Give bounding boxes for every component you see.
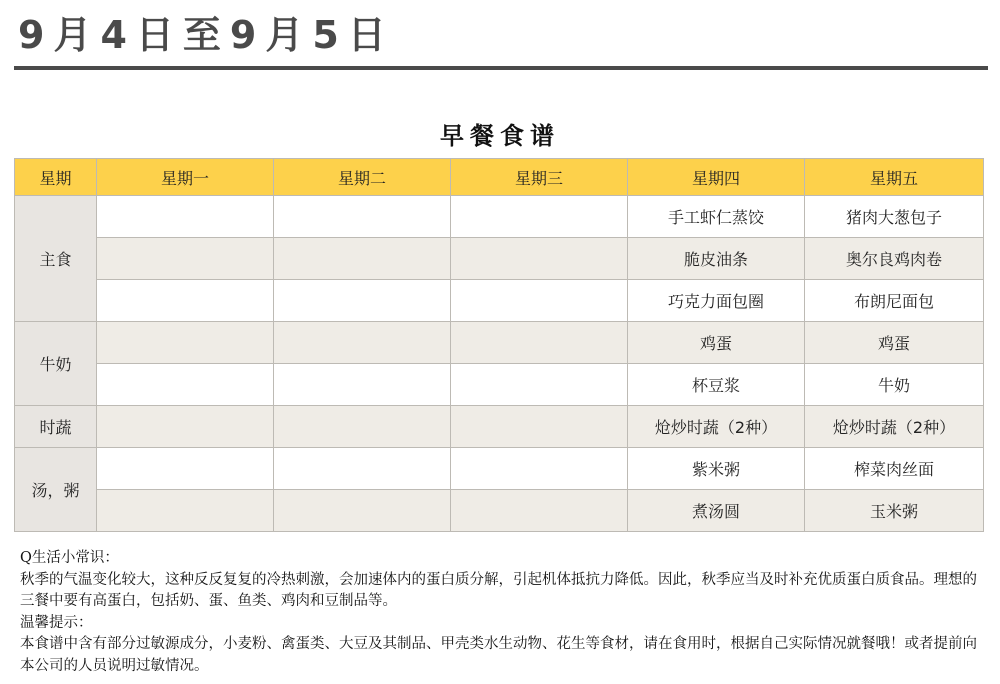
table-row — [15, 196, 984, 238]
table-row — [15, 238, 984, 280]
menu-cell — [97, 322, 274, 364]
menu-title: 早餐食谱 — [440, 121, 560, 150]
menu-cell: 炝炒时蔬（2种） — [628, 406, 805, 448]
title-divider — [14, 66, 988, 70]
menu-cell: 脆皮油条 — [628, 238, 805, 280]
menu-cell: 手工虾仁蒸饺 — [628, 196, 805, 238]
menu-cell — [274, 490, 451, 532]
menu-cell — [451, 238, 628, 280]
menu-cell: 鸡蛋 — [805, 322, 984, 364]
date-range-title: 9月4日至9月5日 — [18, 13, 395, 57]
menu-cell — [274, 448, 451, 490]
table-row — [15, 280, 984, 322]
menu-cell: 布朗尼面包 — [805, 280, 984, 322]
notes-section — [20, 548, 985, 677]
menu-cell — [451, 490, 628, 532]
menu-cell: 杯豆浆 — [628, 364, 805, 406]
category-soup-porridge: 汤，粥 — [15, 448, 97, 532]
menu-cell — [451, 364, 628, 406]
category-milk: 牛奶 — [15, 322, 97, 406]
menu-cell — [274, 322, 451, 364]
menu-cell: 鸡蛋 — [628, 322, 805, 364]
menu-cell — [97, 406, 274, 448]
column-header-thursday: 星期四 — [628, 159, 805, 196]
reminder-text: 本食谱中含有部分过敏源成分，小麦粉、禽蛋类、大豆及其制品、甲壳类水生动物、花生等食材，请在食用时，根据自己实际情况就餐哦！或者提前向本公司的人员说明过敏情况。 — [20, 636, 977, 674]
menu-cell: 奥尔良鸡肉卷 — [805, 238, 984, 280]
reminder-heading: 温馨提示： — [20, 614, 93, 631]
menu-cell — [97, 364, 274, 406]
column-header-weekday: 星期 — [15, 159, 97, 196]
menu-cell — [274, 406, 451, 448]
menu-cell — [97, 280, 274, 322]
menu-cell — [97, 448, 274, 490]
menu-cell — [451, 280, 628, 322]
table-row — [15, 448, 984, 490]
menu-cell — [97, 490, 274, 532]
menu-cell — [97, 196, 274, 238]
column-header-wednesday: 星期三 — [451, 159, 628, 196]
menu-cell — [274, 238, 451, 280]
category-staple: 主食 — [15, 196, 97, 322]
menu-cell: 巧克力面包圈 — [628, 280, 805, 322]
menu-cell: 紫米粥 — [628, 448, 805, 490]
table-row — [15, 490, 984, 532]
menu-cell: 玉米粥 — [805, 490, 984, 532]
menu-cell: 榨菜肉丝面 — [805, 448, 984, 490]
menu-cell — [274, 280, 451, 322]
menu-cell — [274, 364, 451, 406]
column-header-tuesday: 星期二 — [274, 159, 451, 196]
menu-cell — [451, 448, 628, 490]
menu-cell — [97, 238, 274, 280]
breakfast-menu-table — [14, 158, 984, 532]
table-row — [15, 364, 984, 406]
menu-cell — [451, 322, 628, 364]
menu-cell — [274, 196, 451, 238]
menu-cell: 炝炒时蔬（2种） — [805, 406, 984, 448]
menu-cell: 猪肉大葱包子 — [805, 196, 984, 238]
menu-cell — [451, 196, 628, 238]
table-row — [15, 322, 984, 364]
tip-text: 秋季的气温变化较大，这种反反复复的冷热刺激，会加速体内的蛋白质分解，引起机体抵抗力降低。因此，秋季应当及时补充优质蛋白质食品。理想的三餐中要有高蛋白，包括奶、蛋、鱼类、鸡肉和豆制品等。 — [20, 571, 977, 609]
tip-heading: Q生活小常识： — [20, 550, 119, 566]
category-vegetables: 时蔬 — [15, 406, 97, 448]
column-header-friday: 星期五 — [805, 159, 984, 196]
menu-cell — [451, 406, 628, 448]
menu-cell: 煮汤圆 — [628, 490, 805, 532]
column-header-monday: 星期一 — [97, 159, 274, 196]
menu-cell: 牛奶 — [805, 364, 984, 406]
table-row — [15, 406, 984, 448]
table-header-row — [15, 159, 984, 196]
